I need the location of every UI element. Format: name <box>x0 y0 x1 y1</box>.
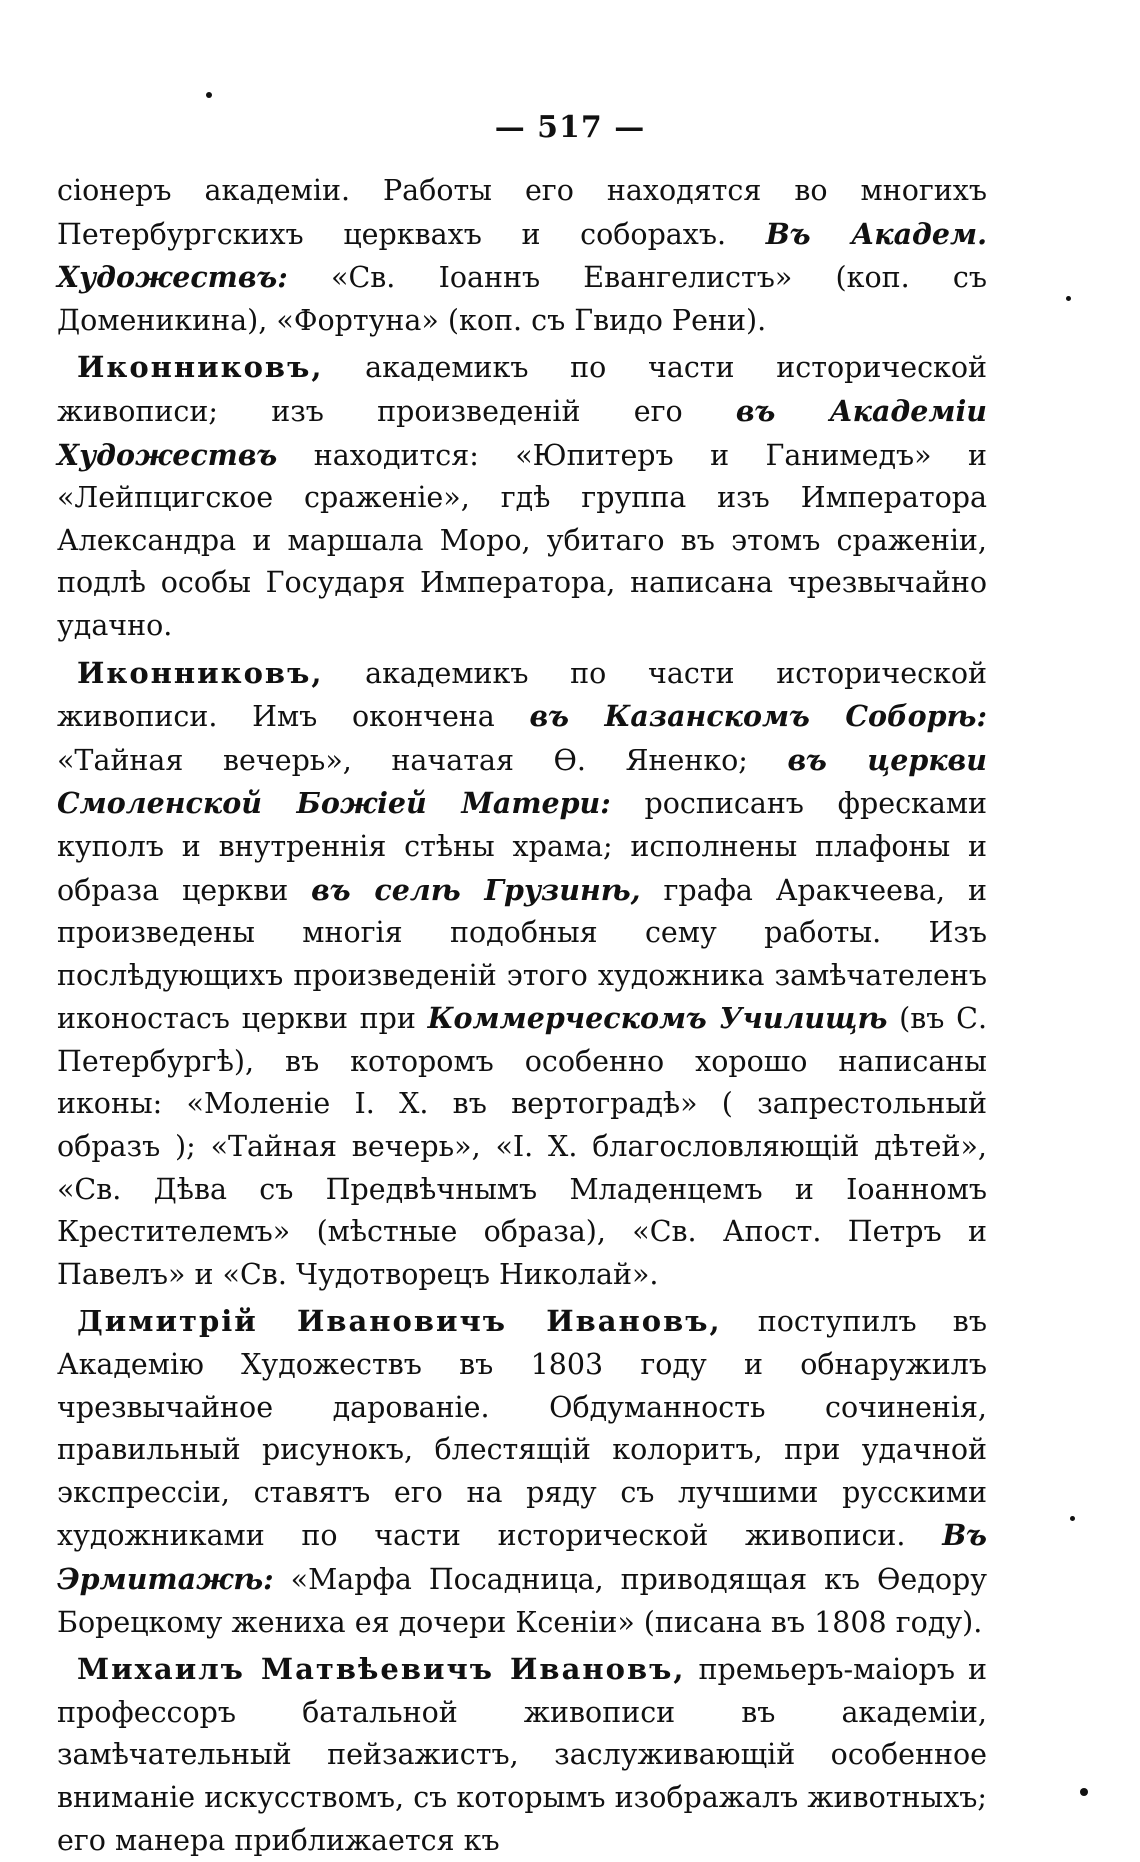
print-speck <box>1066 296 1071 301</box>
body-text: (въ С. Петербургѣ), въ которомъ особенно хорошо написаны иконы: «Моленіе І. Х. въ вертоградѣ» ( запрестольный образъ ); «Тайная вечерь», «І. Х. благословляющій дѣтей», «Св. Дѣва съ Предвѣчнымъ Младенцемъ и Іоанномъ Крестителемъ» (мѣстные образа), «Св. Апост. Петръ и Павелъ» и «Св. Чудотворецъ Николай». <box>57 1002 987 1291</box>
artist-name: Иконниковъ, <box>77 655 324 690</box>
print-speck <box>1070 1516 1075 1521</box>
body-text: находится: «Юпитеръ и Ганимедъ» и «Лейпцигское сраженіе», гдѣ группа изъ Императора Александра и маршала Моро, убитаго въ этомъ сраженіи, подлѣ особы Государя Императора, написана чрезвычайно удачно. <box>57 438 987 642</box>
continuation-paragraph <box>57 170 987 342</box>
print-speck <box>206 92 212 98</box>
body-text: академикъ по части исторической живописи. Имъ окончена <box>57 656 987 734</box>
artist-name: Михаилъ Матвѣевичъ Ивановъ, <box>77 1652 686 1687</box>
page-number: — 517 — <box>494 110 646 145</box>
body-text: росписанъ фресками куполъ и внутреннія стѣны храма; исполнены плафоны и образа церкви <box>57 787 987 907</box>
location-reference: въ Казанскомъ Соборѣ: <box>529 699 987 734</box>
artist-name: Димитрій Ивановичъ Ивановъ, <box>77 1304 722 1339</box>
body-text: сіонеръ академіи. Работы его находятся во многихъ Петербургскихъ церквахъ и соборахъ. <box>57 174 987 251</box>
body-text: премьеръ-маіоръ и профессоръ батальной живописи въ академіи, замѣчательный пейзажистъ, заслуживающій особенное вниманіе искусствомъ, съ которымъ изображалъ животныхъ; его манера приближается къ <box>57 1653 987 1857</box>
body-text: «Марфа Посадница, приводящая къ Ѳедору Борецкому жениха ея дочери Ксеніи» (писана въ 1808 году). <box>57 1563 987 1639</box>
location-reference: въ селѣ Грузинѣ, <box>311 872 641 907</box>
entry-paragraph <box>57 346 987 647</box>
location-reference: въ церкви Смоленской Божіей Матери: <box>57 742 987 821</box>
body-text: графа Аракчеева, и произведены многія подобныя сему работы. Изъ послѣдующихъ произведеній этого художника замѣчателенъ иконостасъ церкви при <box>57 873 987 1036</box>
page-text <box>57 170 987 1862</box>
location-reference: Коммерческомъ Училищѣ <box>427 1001 888 1036</box>
entry-paragraph <box>57 1300 987 1644</box>
body-text: академикъ по части исторической живописи; изъ произведеній его <box>57 351 987 428</box>
location-reference: Въ Академ. Художествъ: <box>57 216 987 295</box>
location-reference: Въ Эрмитажѣ: <box>57 1518 987 1596</box>
body-text: поступилъ въ Академію Художествъ въ 1803 году и обнаружилъ чрезвычайное дарованіе. Обдуманность сочиненія, правильный рисунокъ, блестящій колоритъ, при удачной экспрессіи, ставятъ его на ряду съ лучшими русскими художниками по части исторической живописи. <box>57 1305 987 1553</box>
body-text: «Тайная вечерь», начатая Ѳ. Яненко; <box>57 743 788 777</box>
body-text: «Св. Іоаннъ Евангелистъ» (коп. съ Доменикина), «Фортуна» (коп. съ Гвидо Рени). <box>57 261 987 337</box>
print-speck <box>1080 1788 1088 1796</box>
entry-paragraph <box>57 652 987 1297</box>
entry-paragraph <box>57 1648 987 1862</box>
artist-name: Иконниковъ, <box>77 350 324 385</box>
location-reference: въ Академіи Художествъ <box>57 393 987 472</box>
